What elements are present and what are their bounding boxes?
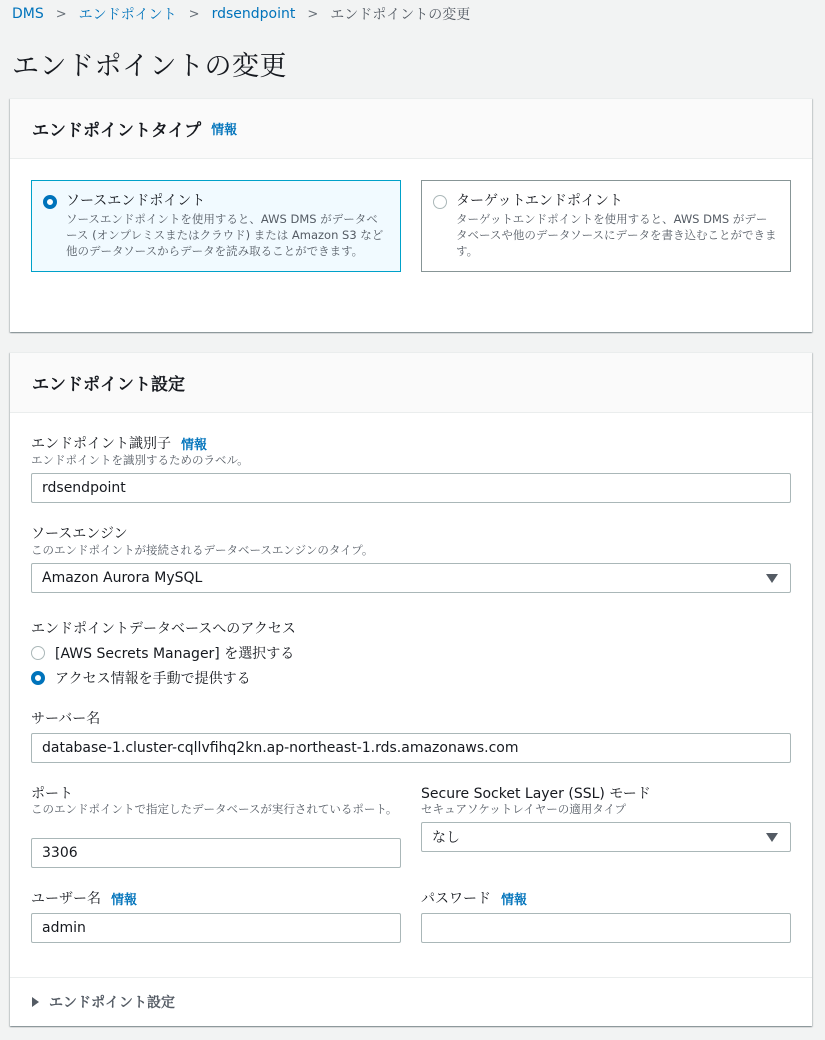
target-endpoint-title: ターゲットエンドポイント — [456, 193, 623, 209]
breadcrumb-current: エンドポイントの変更 — [330, 7, 471, 23]
access-option-manual[interactable] — [31, 668, 251, 688]
caret-down-icon — [766, 574, 778, 583]
access-manual-label: アクセス情報を手動で提供する — [55, 671, 251, 687]
password-input[interactable] — [421, 913, 791, 943]
breadcrumb — [12, 4, 470, 24]
source-endpoint-title: ソースエンドポイント — [66, 193, 206, 209]
ssl-select[interactable] — [421, 822, 791, 852]
target-endpoint-tile[interactable] — [421, 180, 791, 272]
port-desc: このエンドポイントで指定したデータベースが実行されているポート。 — [31, 802, 398, 816]
server-input[interactable] — [31, 733, 791, 763]
ssl-value: なし — [432, 830, 460, 846]
access-secrets-label: [AWS Secrets Manager] を選択する — [55, 646, 295, 662]
username-input[interactable] — [31, 913, 401, 943]
ssl-label: Secure Socket Layer (SSL) モード — [421, 786, 651, 802]
access-label: エンドポイントデータベースへのアクセス — [31, 621, 296, 637]
caret-right-icon — [32, 997, 39, 1007]
source-engine-value: Amazon Aurora MySQL — [42, 570, 203, 586]
access-option-secrets[interactable] — [31, 643, 294, 663]
target-endpoint-desc: ターゲットエンドポイントを使用すると、AWS DMS がデータベースや他のデータソースにデータを書き込むことができます。 — [456, 212, 777, 258]
breadcrumb-rdsendpoint[interactable]: rdsendpoint — [211, 6, 296, 22]
endpoint-settings-title: エンドポイント設定 — [32, 375, 185, 395]
endpoint-type-header — [10, 99, 812, 159]
server-label: サーバー名 — [31, 711, 101, 727]
port-label: ポート — [31, 786, 73, 802]
chevron-right-icon: > — [55, 6, 67, 22]
endpoint-settings-header — [10, 353, 812, 413]
endpoint-type-panel — [10, 98, 812, 332]
port-input[interactable] — [31, 838, 401, 868]
source-endpoint-tile[interactable] — [31, 180, 401, 272]
identifier-input[interactable] — [31, 473, 791, 503]
source-endpoint-radio[interactable] — [43, 195, 57, 209]
source-engine-select[interactable] — [31, 563, 791, 593]
chevron-right-icon: > — [188, 6, 200, 22]
password-label: パスワード — [421, 891, 491, 907]
source-endpoint-desc: ソースエンドポイントを使用すると、AWS DMS がデータベース (オンプレミスまたはクラウド) または Amazon S3 など他のデータソースからデータを読み取ることができます。 — [66, 212, 384, 258]
page-title: エンドポイントの変更 — [12, 51, 287, 82]
ssl-desc: セキュアソケットレイヤーの適用タイプ — [421, 802, 627, 816]
identifier-desc: エンドポイントを識別するためのラベル。 — [31, 453, 249, 467]
access-secrets-radio[interactable] — [31, 646, 45, 660]
username-label: ユーザー名 — [31, 891, 101, 907]
caret-down-icon — [766, 833, 778, 842]
username-label-row — [31, 888, 137, 908]
breadcrumb-endpoints[interactable]: エンドポイント — [78, 7, 177, 23]
password-label-row — [421, 888, 527, 908]
endpoint-type-info-link[interactable]: 情報 — [211, 123, 238, 138]
source-engine-desc: このエンドポイントが接続されるデータベースエンジンのタイプ。 — [31, 543, 374, 557]
source-engine-label: ソースエンジン — [31, 526, 128, 542]
identifier-label-row — [31, 433, 207, 453]
endpoint-settings-panel — [10, 352, 812, 1026]
username-info-link[interactable]: 情報 — [111, 892, 138, 908]
access-manual-radio[interactable] — [31, 671, 45, 685]
chevron-right-icon: > — [307, 6, 319, 22]
endpoint-type-title: エンドポイントタイプ — [32, 121, 202, 141]
identifier-label: エンドポイント識別子 — [31, 436, 171, 452]
endpoint-settings-expander[interactable] — [10, 977, 812, 1026]
password-info-link[interactable]: 情報 — [501, 892, 528, 908]
target-endpoint-radio[interactable] — [433, 195, 447, 209]
breadcrumb-dms[interactable]: DMS — [12, 6, 44, 22]
identifier-info-link[interactable]: 情報 — [181, 437, 208, 453]
expander-label: エンドポイント設定 — [49, 995, 175, 1011]
